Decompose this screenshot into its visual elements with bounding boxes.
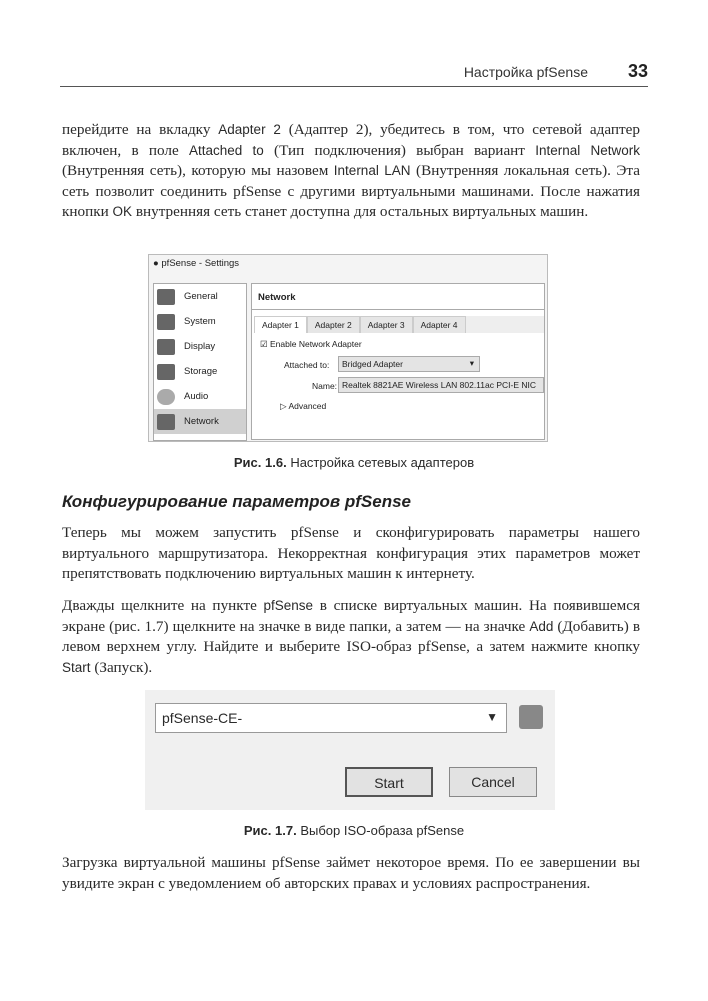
- text-run: Загрузка виртуальной машины pfSense займет некоторое время. По ее завершении вы увидите экран с уведомлением об авторских правах и условиях распространения.: [62, 854, 640, 892]
- section-heading: Конфигурирование параметров pfSense: [62, 492, 411, 511]
- page-number: 33: [627, 61, 648, 81]
- advanced-toggle[interactable]: [280, 401, 326, 412]
- display-icon: [157, 339, 175, 355]
- text-run: в списке виртуальных машин. На появившемся экране (рис. 1.7) щелкните на значке в виде папки, а затем — на значке: [62, 597, 641, 635]
- checkbox-label: Enable Network Adapter: [270, 339, 362, 349]
- figure-1-6-caption: [0, 455, 708, 470]
- folder-icon[interactable]: [519, 705, 543, 729]
- sidebar-label: General: [184, 291, 218, 302]
- window-title: ● pfSense - Settings: [153, 258, 240, 269]
- paragraph-2: [62, 523, 640, 585]
- advanced-label: Advanced: [288, 401, 327, 411]
- adapter-tabs: [254, 316, 544, 333]
- text-run: (Адаптер 2), убедитесь в том, что сетевой адаптер включен, в поле: [62, 121, 640, 159]
- sidebar-item-display[interactable]: [154, 334, 246, 359]
- audio-icon: [157, 389, 175, 405]
- header-section-title: Настройка pfSense: [463, 64, 588, 80]
- text-run: (Внутренняя сеть), которую мы назовем: [62, 162, 334, 179]
- caption-text: Настройка сетевых адаптеров: [290, 455, 475, 470]
- enable-adapter-checkbox[interactable]: [260, 339, 362, 350]
- tab-adapter-2[interactable]: Adapter 2: [307, 316, 360, 333]
- text-run: Дважды щелкните на пункте: [62, 597, 264, 614]
- ui-term: pfSense: [263, 598, 314, 613]
- paragraph-3: [62, 596, 640, 678]
- paragraph-4: [62, 853, 640, 894]
- network-panel: [251, 283, 545, 440]
- sidebar-item-network[interactable]: [154, 409, 246, 434]
- tab-adapter-1[interactable]: Adapter 1: [254, 316, 307, 333]
- combo-value: pfSense-CE-: [162, 710, 243, 726]
- text-run: (Запуск).: [90, 658, 153, 676]
- iso-combobox[interactable]: [155, 703, 507, 733]
- sidebar-item-audio[interactable]: [154, 384, 246, 409]
- sidebar-label: Audio: [184, 391, 209, 402]
- figure-1-7-caption: [0, 823, 708, 838]
- text-run: Теперь мы можем запустить pfSense и сконфигурировать параметры нашего виртуального маршрутизатора. Некорректная конфигурация этих параметров может препятствовать подключению виртуальных машин к интернету.: [62, 524, 640, 582]
- sidebar-label: Storage: [184, 366, 218, 377]
- attached-label: Attached to:: [284, 360, 330, 370]
- text-run: (Добавить) в левом верхнем углу. Найдите и выберите ISO-образ pfSense, а затем нажмите кнопку: [62, 617, 640, 655]
- tab-adapter-4[interactable]: Adapter 4: [413, 316, 466, 333]
- sidebar-item-general[interactable]: [154, 284, 246, 309]
- sidebar-label: System: [184, 316, 216, 327]
- paragraph-1: [62, 120, 640, 223]
- name-label: Name:: [312, 381, 338, 391]
- ui-term: OK: [112, 204, 133, 219]
- adapter-name-select[interactable]: Realtek 8821AE Wireless LAN 802.11ac PCI-E NIC: [338, 377, 544, 393]
- figure-iso-select: [145, 690, 555, 810]
- ui-term: Internal Network: [535, 142, 640, 158]
- general-icon: [157, 289, 175, 305]
- text-run: (Внутренняя локальная сеть). Эта сеть позволит соединить pfSense с другими виртуальными машинами. После нажатия кнопки: [62, 162, 640, 220]
- window-title-text: pfSense - Settings: [161, 258, 240, 269]
- ui-term: Internal LAN: [333, 163, 411, 178]
- sidebar-item-system[interactable]: [154, 309, 246, 334]
- ui-term: Adapter 2: [218, 122, 281, 137]
- text-run: (Тип подключения) выбран вариант: [263, 141, 536, 159]
- sidebar-label: Network: [184, 416, 219, 427]
- cancel-button[interactable]: Cancel: [449, 767, 537, 797]
- sidebar-item-storage[interactable]: [154, 359, 246, 384]
- caption-number: Рис. 1.6.: [233, 455, 287, 470]
- ui-term: Start: [62, 659, 91, 675]
- running-header: [60, 60, 648, 87]
- system-icon: [157, 314, 175, 330]
- caption-text: Выбор ISO-образа pfSense: [300, 823, 465, 838]
- attached-to-select[interactable]: [338, 356, 480, 372]
- caption-number: Рис. 1.7.: [243, 823, 297, 838]
- tab-adapter-3[interactable]: Adapter 3: [360, 316, 413, 333]
- ui-term: Attached to: [189, 142, 264, 158]
- storage-icon: [157, 364, 175, 380]
- settings-sidebar: [153, 283, 247, 441]
- dropdown-arrow-icon: ▾: [469, 358, 474, 368]
- text-run: перейдите на вкладку: [62, 121, 219, 138]
- section-title: Network: [252, 284, 544, 310]
- checkbox-checked-icon: ☑: [260, 339, 268, 349]
- dropdown-arrow-icon: ▼: [486, 710, 498, 724]
- figure-settings-window: [148, 254, 548, 442]
- text-run: внутренняя сеть станет доступна для остальных виртуальных машин.: [132, 203, 589, 220]
- start-button[interactable]: Start: [345, 767, 433, 797]
- expand-triangle-icon: ▷: [280, 401, 287, 411]
- ui-term: Add: [529, 618, 554, 634]
- sidebar-label: Display: [184, 341, 216, 352]
- attached-value: Bridged Adapter: [342, 359, 403, 369]
- network-icon: [157, 414, 175, 430]
